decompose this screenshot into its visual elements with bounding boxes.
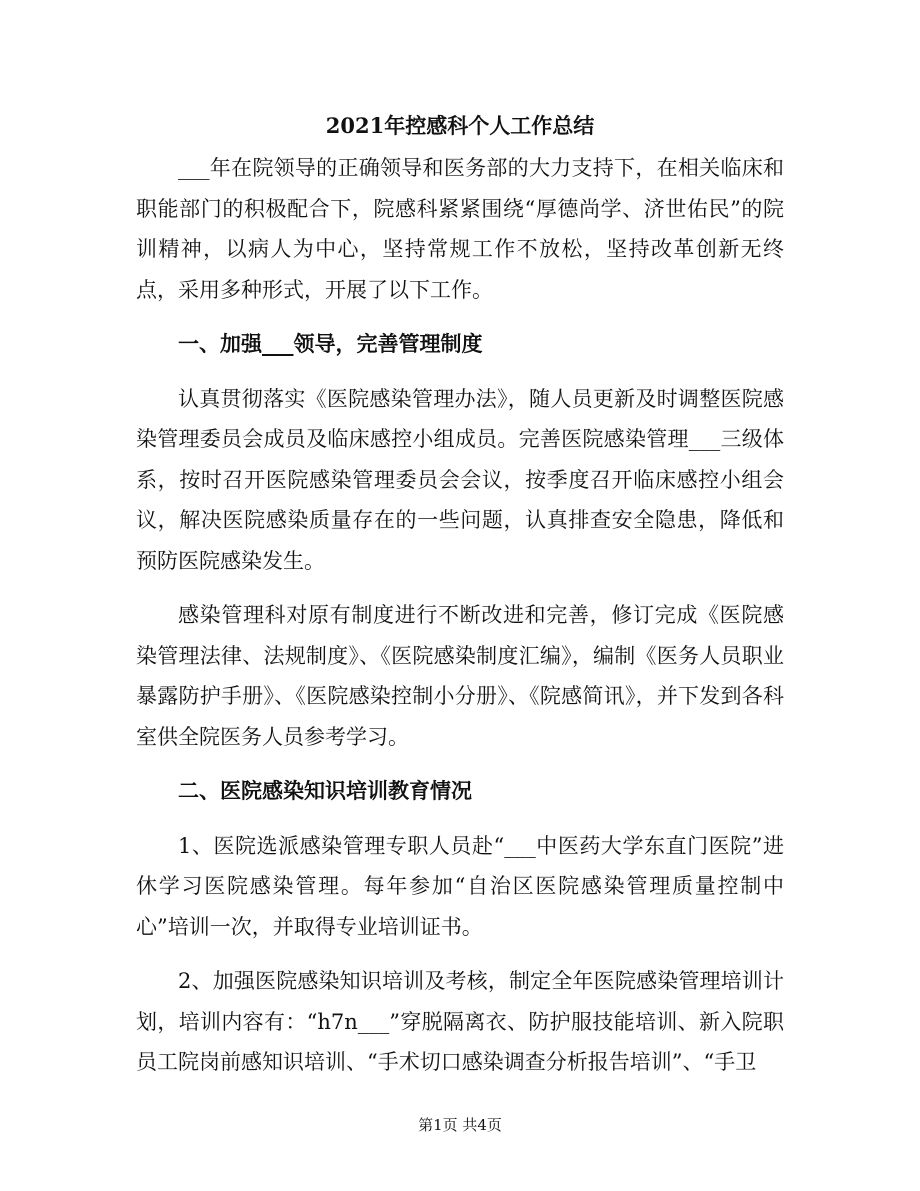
intro-paragraph: ___年在院领导的正确领导和医务部的大力支持下，在相关临床和职能部门的积极配合下，院感科紧紧围绕“厚德尚学、济世佑民”的院训精神，以病人为中心，坚持常规工作不放松，坚持改革创新无终点，采用多种形式，开展了以下工作。 [136, 156, 784, 302]
section-two-item-two: 2、加强医院感染知识培训及考核，制定全年医院感染管理培训计划，培训内容有：“h7n___”穿脱隔离衣、防护服技能培训、新入院职员工院岗前感知识培训、“手术切口感染调查分析报告培训”、“手卫 [136, 969, 784, 1074]
section-two-item-one: 1、医院选派感染管理专职人员赴“___中医药大学东直门医院”进休学习医院感染管理。每年参加“自治区医院感染管理质量控制中心”培训一次，并取得专业培训证书。 [136, 833, 784, 939]
section-heading-two: 二、医院感染知识培训教育情况 [178, 778, 472, 803]
section-one-paragraph-one: 认真贯彻落实《医院感染管理办法》，随人员更新及时调整医院感染管理委员会成员及临床感控小组成员。完善医院感染管理___三级体系，按时召开医院感染管理委员会会议，按季度召开临床感控小组会议，解决医院感染质量存在的一些问题，认真排查安全隐患，降低和预防医院感染发生。 [136, 386, 784, 573]
document-body [136, 148, 784, 1083]
section-one-paragraph-two: 感染管理科对原有制度进行不断改进和完善，修订完成《医院感染管理法律、法规制度》、《医院感染制度汇编》，编制《医务人员职业暴露防护手册》、《医院感染控制小分册》、《院感简讯》，并下发到各科室供全院医务人员参考学习。 [136, 603, 784, 749]
document-title: 2021年控感科个人工作总结 [325, 113, 595, 138]
page-footer: 第1页 共4页 [418, 1116, 502, 1134]
section-heading-one: 一、加强___领导，完善管理制度 [178, 331, 483, 356]
